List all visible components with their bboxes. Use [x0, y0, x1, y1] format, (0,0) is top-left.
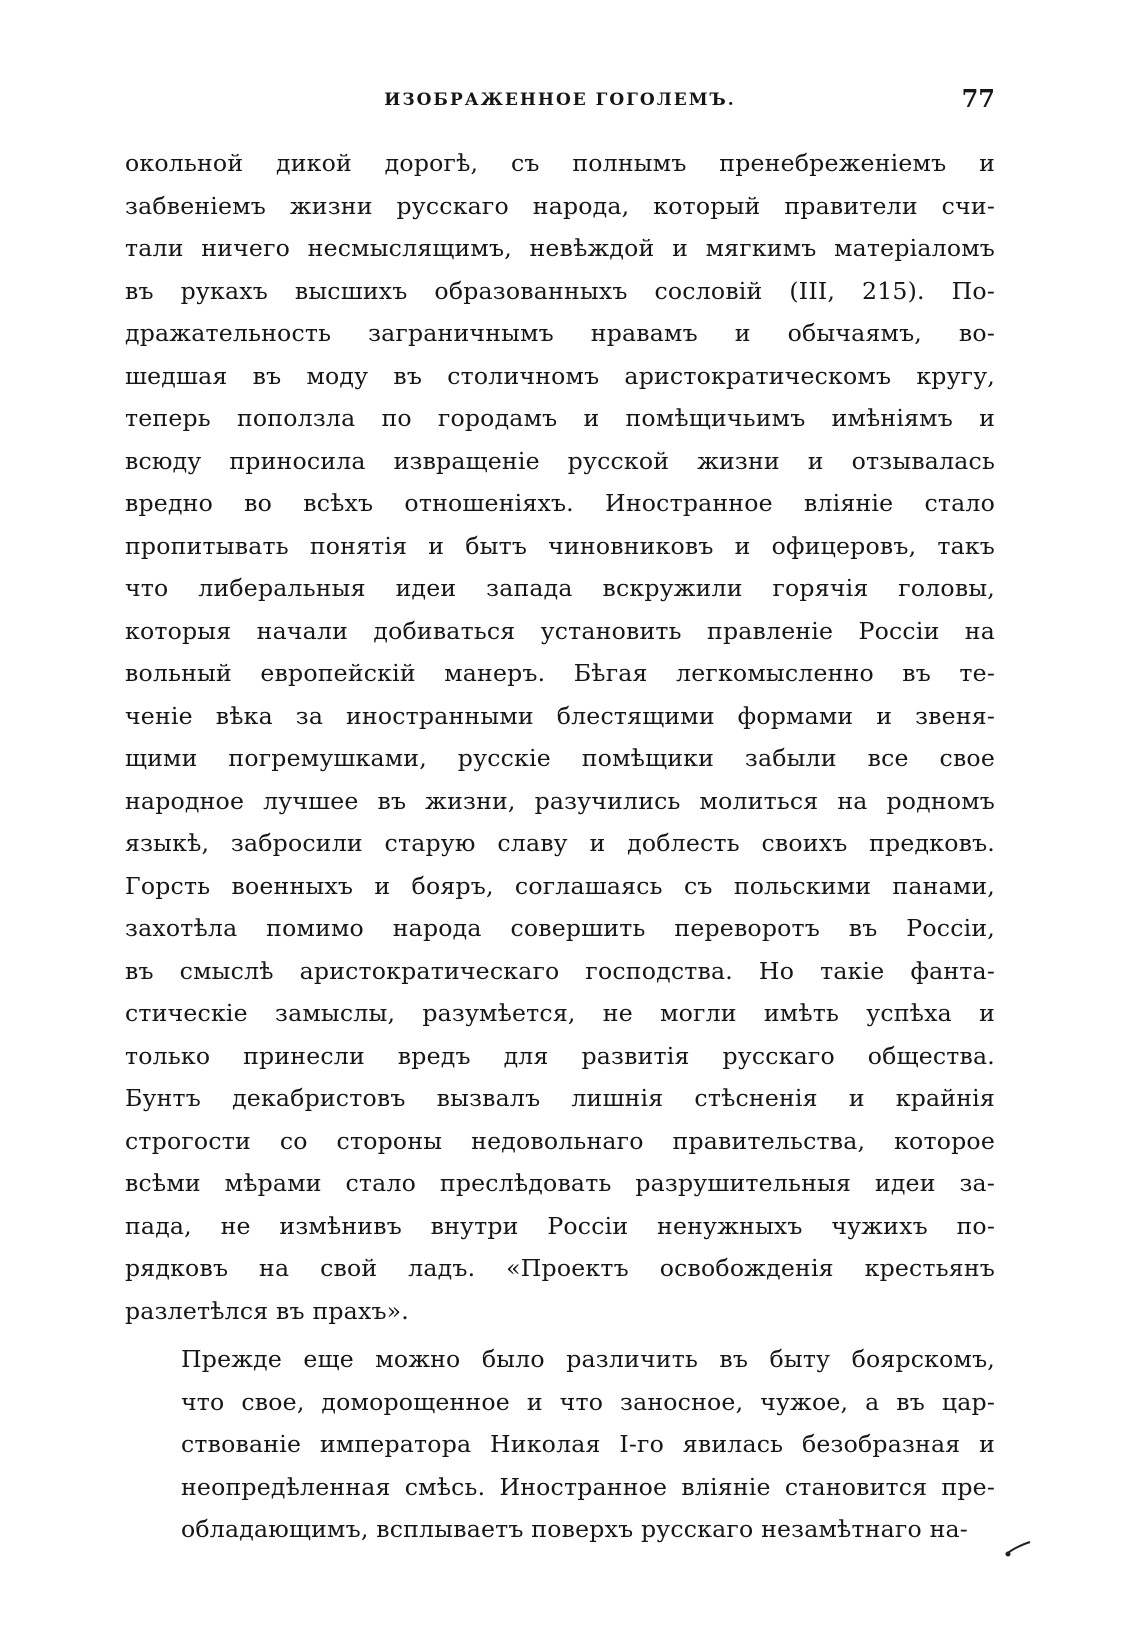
text-line: всѣми мѣрами стало преслѣдовать разрушительныя идеи за-	[125, 1169, 995, 1197]
text-line: пада, не измѣнивъ внутри Россіи ненужныхъ чужихъ по-	[125, 1211, 995, 1240]
text-line: въ рукахъ высшихъ образованныхъ сословій (III, 215). По-	[125, 276, 995, 305]
text-line: всюду приносила извращеніе русской жизни и отзывалась	[125, 446, 995, 475]
text-line: дражательность заграничнымъ нравамъ и обычаямъ, во-	[125, 319, 995, 347]
text-line: шедшая въ моду въ столичномъ аристократическомъ кругу,	[125, 361, 995, 390]
text-line: народное лучшее въ жизни, разучились молиться на родномъ	[125, 786, 995, 815]
running-header	[125, 84, 995, 120]
paragraph	[125, 142, 995, 1332]
text-line: что свое, доморощенное и что заносное, чужое, а въ цар-	[181, 1387, 995, 1416]
text-line: Горсть военныхъ и бояръ, соглашаясь съ польскими панами,	[125, 871, 995, 900]
text-line: обладающимъ, всплываетъ поверхъ русскаго незамѣтнаго на-	[181, 1515, 968, 1543]
print-specks	[1000, 1530, 1040, 1560]
text-line: разлетѣлся въ прахъ».	[125, 1296, 409, 1325]
text-line: Прежде еще можно было различить въ быту боярскомъ,	[181, 1345, 995, 1373]
text-line: стическіе замыслы, разумѣется, не могли имѣть успѣха и	[125, 999, 995, 1027]
paragraph	[125, 1338, 995, 1551]
text-line: забвеніемъ жизни русскаго народа, который правители счи-	[125, 191, 995, 220]
text-line: строгости со стороны недовольнаго правительства, которое	[125, 1126, 995, 1155]
text-line: пропитывать понятія и бытъ чиновниковъ и офицеровъ, такъ	[125, 531, 995, 560]
text-line: окольной дикой дорогѣ, съ полнымъ пренебреженіемъ и	[125, 149, 995, 177]
text-line: тали ничего несмыслящимъ, невѣждой и мягкимъ матеріаломъ	[125, 234, 995, 262]
text-line: щими погремушками, русскіе помѣщики забыли все свое	[125, 744, 995, 772]
body-text	[125, 142, 995, 1551]
text-line: языкѣ, забросили старую славу и доблесть своихъ предковъ.	[125, 829, 995, 857]
page-number: 77	[961, 84, 995, 113]
text-line: теперь поползла по городамъ и помѣщичьимъ имѣніямъ и	[125, 404, 995, 432]
text-line: неопредѣленная смѣсь. Иностранное вліяніе становится пре-	[181, 1472, 995, 1501]
text-line: что либеральныя идеи запада вскружили горячія головы,	[125, 574, 995, 602]
text-line: которыя начали добиваться установить правленіе Россіи на	[125, 616, 995, 645]
text-line: въ смыслѣ аристократическаго господства. Но такіе фанта-	[125, 956, 995, 985]
text-line: рядковъ на свой ладъ. «Проектъ освобожденія крестьянъ	[125, 1254, 995, 1282]
running-title: ИЗОБРАЖЕННОЕ ГОГОЛЕМЪ.	[384, 90, 736, 110]
text-line: захотѣла помимо народа совершить переворотъ въ Россіи,	[125, 914, 995, 942]
text-line: ченіе вѣка за иностранными блестящими формами и звеня-	[125, 701, 995, 730]
text-line: вредно во всѣхъ отношеніяхъ. Иностранное вліяніе стало	[125, 489, 995, 517]
text-line: вольный европейскій манеръ. Бѣгая легкомысленно въ те-	[125, 659, 995, 687]
text-line: Бунтъ декабристовъ вызвалъ лишнія стѣсненія и крайнія	[125, 1084, 995, 1112]
text-line: ствованіе императора Николая I-го явилась безобразная и	[181, 1430, 995, 1458]
text-line: только принесли вредъ для развитія русскаго общества.	[125, 1041, 995, 1070]
